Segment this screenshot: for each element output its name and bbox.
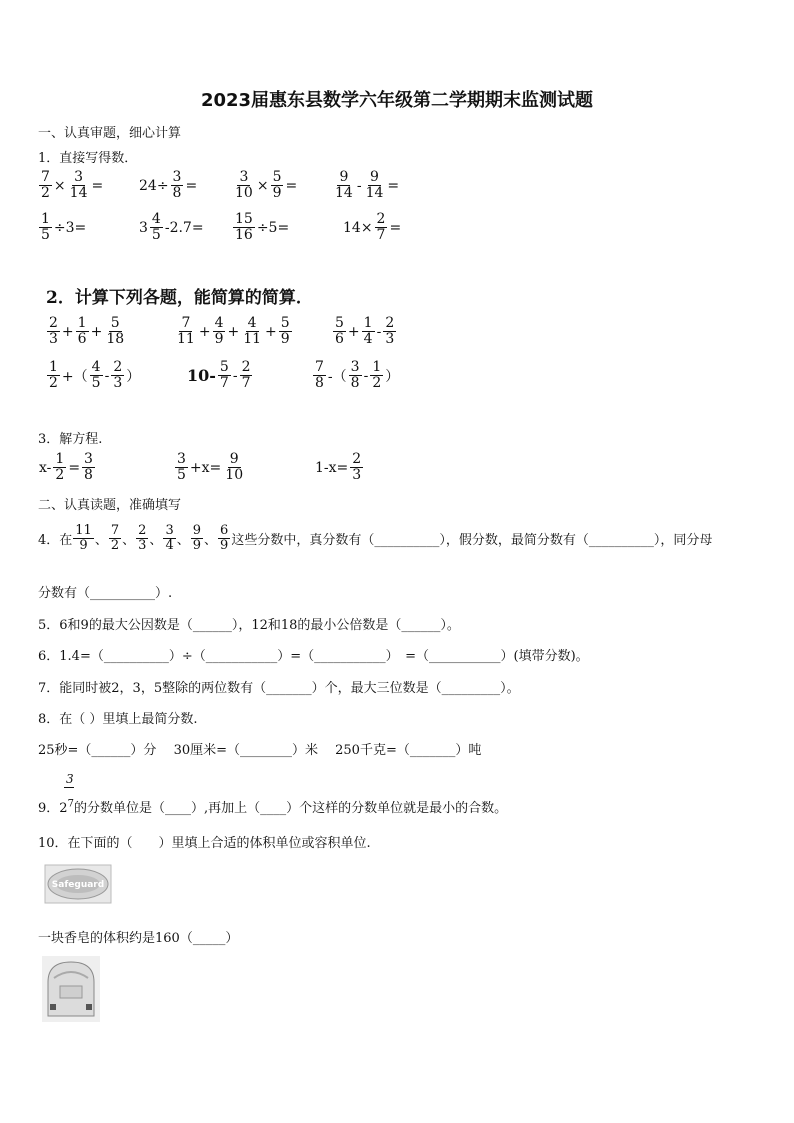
separator: 、 bbox=[204, 533, 218, 549]
q3-text: 1-x= bbox=[315, 459, 349, 476]
q2-fraction bbox=[47, 316, 60, 348]
q9-line bbox=[38, 797, 507, 816]
q1-fraction bbox=[271, 170, 284, 202]
denominator: 3 bbox=[385, 331, 395, 348]
numerator: 11 bbox=[75, 523, 92, 538]
q1-text: = bbox=[91, 177, 104, 194]
q4-fractions bbox=[72, 524, 231, 554]
q1-fraction bbox=[375, 212, 388, 244]
numerator: 3 bbox=[239, 169, 249, 185]
numerator: 1 bbox=[77, 315, 87, 331]
q4-prefix: 4．在 bbox=[38, 533, 73, 549]
q1-text: = bbox=[387, 177, 400, 194]
denominator: 3 bbox=[352, 467, 362, 484]
section-1-heading: 一、认真审题，细心计算 bbox=[38, 126, 182, 141]
q2-fraction bbox=[362, 316, 375, 348]
q1-text: = bbox=[389, 219, 402, 236]
q2-text: + bbox=[227, 323, 240, 340]
q3-fraction bbox=[175, 452, 188, 484]
q9-prefix: 9． bbox=[38, 801, 60, 816]
q4-fraction bbox=[218, 524, 230, 554]
denominator: 14 bbox=[69, 185, 88, 202]
q1-text: = bbox=[285, 177, 298, 194]
q1-fraction bbox=[333, 170, 355, 202]
separator: 、 bbox=[176, 533, 190, 549]
q3-label: 3．解方程. bbox=[38, 432, 103, 447]
numerator: 3 bbox=[74, 169, 84, 185]
q2-text: + bbox=[265, 323, 277, 340]
q3-fraction bbox=[82, 452, 95, 484]
separator: 、 bbox=[149, 533, 163, 549]
q3-fraction bbox=[350, 452, 363, 484]
q1-text: ÷5= bbox=[256, 219, 290, 236]
numerator: 2 bbox=[49, 315, 58, 331]
denominator: 9 bbox=[280, 331, 290, 348]
q2-text: - bbox=[232, 367, 238, 384]
q4-fraction bbox=[73, 524, 94, 554]
numerator: 2 bbox=[241, 359, 251, 375]
q2-fraction bbox=[47, 360, 60, 392]
numerator: 7 bbox=[181, 315, 191, 331]
denominator: 9 bbox=[79, 538, 88, 554]
denominator: 10 bbox=[235, 185, 253, 202]
denominator: 5 bbox=[41, 227, 50, 244]
q9-fraction-bar bbox=[64, 787, 74, 788]
q2-fraction bbox=[213, 316, 226, 348]
denominator: 5 bbox=[91, 375, 101, 392]
denominator: 5 bbox=[151, 227, 161, 244]
numerator: 1 bbox=[55, 451, 65, 467]
q2-fraction bbox=[240, 360, 253, 392]
q2-fraction bbox=[279, 316, 292, 348]
numerator: 5 bbox=[110, 315, 120, 331]
numerator: 3 bbox=[172, 169, 182, 185]
bucket-image bbox=[42, 956, 100, 1022]
numerator: 2 bbox=[138, 523, 147, 538]
numerator: 4 bbox=[214, 315, 224, 331]
q1-fraction bbox=[364, 170, 386, 202]
denominator: 4 bbox=[363, 331, 373, 348]
numerator: 3 bbox=[84, 451, 93, 467]
denominator: 6 bbox=[77, 331, 87, 348]
denominator: 9 bbox=[272, 185, 282, 202]
numerator: 3 bbox=[177, 451, 186, 467]
q2-fraction bbox=[370, 360, 383, 392]
denominator: 2 bbox=[49, 375, 58, 392]
numerator: 4 bbox=[247, 315, 257, 331]
q8-line: 25秒=（______）分 30厘米=（________）米 250千克=（_______）吨 bbox=[38, 743, 482, 758]
q1-item bbox=[138, 212, 205, 244]
denominator: 8 bbox=[172, 185, 182, 202]
q1-fraction bbox=[39, 170, 52, 202]
numerator: 3 bbox=[165, 523, 174, 538]
q10-soap-text: 一块香皂的体积约是160（_____） bbox=[38, 931, 239, 946]
q3-item bbox=[314, 452, 364, 484]
q2-fraction bbox=[313, 360, 326, 392]
q1-text: 14× bbox=[343, 219, 373, 236]
q2-text: + bbox=[90, 323, 103, 340]
q1-fraction bbox=[233, 212, 255, 244]
q2-label: 2．计算下列各题，能简算的简算． bbox=[46, 288, 313, 308]
q2-item bbox=[312, 360, 400, 392]
q9-denominator: 7 bbox=[67, 798, 74, 810]
numerator: 2 bbox=[385, 315, 395, 331]
denominator: 3 bbox=[138, 538, 147, 554]
q9-text: 的分数单位是（____）,再加上（____）个这样的分数单位就是最小的合数。 bbox=[73, 801, 508, 816]
q4-fraction bbox=[109, 524, 121, 554]
denominator: 7 bbox=[219, 375, 229, 392]
numerator: 5 bbox=[219, 359, 229, 375]
denominator: 18 bbox=[106, 331, 125, 348]
q2-text: - bbox=[363, 367, 369, 384]
numerator: 6 bbox=[220, 523, 229, 538]
q8-label: 8．在（ ）里填上最简分数. bbox=[38, 712, 198, 727]
numerator: 9 bbox=[339, 169, 349, 185]
numerator: 9 bbox=[229, 451, 239, 467]
numerator: 5 bbox=[335, 315, 344, 331]
q1-item bbox=[332, 170, 400, 202]
q1-label: 1．直接写得数． bbox=[38, 151, 138, 166]
separator: 、 bbox=[94, 533, 108, 549]
q1-text: × bbox=[256, 177, 269, 194]
q4-line2: 分数有（__________）. bbox=[38, 586, 173, 601]
q1-item bbox=[138, 170, 198, 202]
denominator: 8 bbox=[350, 375, 360, 392]
numerator: 4 bbox=[91, 359, 101, 375]
q3-item bbox=[174, 452, 246, 484]
denominator: 5 bbox=[177, 467, 186, 484]
q1-text: 3 bbox=[139, 219, 148, 236]
q9-whole: 2 bbox=[59, 801, 68, 816]
denominator: 6 bbox=[335, 331, 344, 348]
q2-fraction bbox=[90, 360, 103, 392]
q1-item bbox=[232, 212, 290, 244]
numerator: 1 bbox=[41, 211, 50, 227]
q3-text: +x= bbox=[189, 459, 222, 476]
q4-fraction bbox=[136, 524, 148, 554]
numerator: 2 bbox=[376, 211, 386, 227]
q2-fraction bbox=[241, 316, 263, 348]
denominator: 8 bbox=[315, 375, 324, 392]
q1-item bbox=[38, 170, 104, 202]
q3-text: x- bbox=[39, 459, 52, 476]
denominator: 10 bbox=[225, 467, 244, 484]
numerator: 15 bbox=[235, 211, 253, 227]
numerator: 2 bbox=[113, 359, 123, 375]
q2-text: + bbox=[347, 323, 360, 340]
q3-fraction bbox=[223, 452, 245, 484]
numerator: 2 bbox=[352, 451, 362, 467]
denominator: 11 bbox=[177, 331, 195, 348]
q1-text: = bbox=[185, 177, 198, 194]
numerator: 1 bbox=[372, 359, 382, 375]
q1-fraction bbox=[39, 212, 52, 244]
q2-text: +（ bbox=[61, 368, 88, 385]
denominator: 2 bbox=[41, 185, 50, 202]
q3-fraction bbox=[53, 452, 66, 484]
q2-item bbox=[174, 316, 293, 348]
denominator: 9 bbox=[214, 331, 224, 348]
q2-text: + bbox=[61, 323, 74, 340]
q2-text: ） bbox=[385, 368, 400, 385]
denominator: 9 bbox=[220, 538, 229, 554]
q2-fraction bbox=[104, 316, 126, 348]
q1-fraction bbox=[233, 170, 255, 202]
denominator: 7 bbox=[376, 227, 386, 244]
numerator: 7 bbox=[110, 523, 120, 538]
denominator: 11 bbox=[243, 331, 262, 348]
q4-fraction bbox=[163, 524, 175, 554]
q2-fraction bbox=[349, 360, 362, 392]
denominator: 8 bbox=[84, 467, 93, 484]
denominator: 16 bbox=[235, 227, 253, 244]
q1-item bbox=[38, 212, 87, 244]
q2-fraction bbox=[218, 360, 231, 392]
q4-line bbox=[38, 524, 712, 554]
soap-brand: Safeguard bbox=[51, 880, 105, 890]
q2-text: 10- bbox=[187, 366, 216, 386]
denominator: 2 bbox=[110, 538, 120, 554]
q1-text: ÷3= bbox=[53, 219, 87, 236]
q1-text: 24÷ bbox=[139, 177, 169, 194]
numerator: 9 bbox=[370, 169, 379, 185]
denominator: 4 bbox=[165, 538, 174, 554]
numerator: 1 bbox=[363, 315, 373, 331]
q2-text: ） bbox=[126, 368, 141, 385]
page-title: 2023届惠东县数学六年级第二学期期末监测试题 bbox=[200, 90, 594, 111]
numerator: 9 bbox=[192, 523, 202, 538]
denominator: 2 bbox=[55, 467, 65, 484]
q1-item bbox=[342, 212, 402, 244]
numerator: 5 bbox=[280, 315, 290, 331]
q1-fraction bbox=[171, 170, 184, 202]
denominator: 9 bbox=[192, 538, 202, 554]
numerator: 5 bbox=[272, 169, 282, 185]
q6-text: 6．1.4=（__________）÷（___________）=（___________） =（___________）(填带分数)。 bbox=[38, 649, 589, 664]
separator: 、 bbox=[122, 533, 136, 549]
q2-text: - bbox=[376, 323, 382, 340]
q3-item bbox=[38, 452, 96, 484]
denominator: 14 bbox=[365, 185, 384, 202]
q1-text: - bbox=[356, 177, 362, 194]
q2-fraction bbox=[111, 360, 124, 392]
q2-text: -（ bbox=[327, 368, 347, 385]
denominator: 7 bbox=[241, 375, 251, 392]
section-2-heading: 二、认真读题，准确填写 bbox=[38, 498, 182, 513]
q2-text: + bbox=[198, 323, 211, 340]
q2-fraction bbox=[383, 316, 396, 348]
numerator: 1 bbox=[49, 359, 58, 375]
denominator: 3 bbox=[49, 331, 58, 348]
q2-fraction bbox=[76, 316, 89, 348]
q4-fraction bbox=[191, 524, 203, 554]
q2-item bbox=[186, 360, 253, 392]
soap-image bbox=[44, 864, 112, 904]
q2-item bbox=[46, 360, 141, 392]
q2-item bbox=[46, 316, 127, 348]
q1-text: × bbox=[53, 177, 66, 194]
q1-item bbox=[232, 170, 298, 202]
q1-fraction bbox=[150, 212, 163, 244]
q1-text: -2.7= bbox=[164, 219, 204, 236]
denominator: 2 bbox=[372, 375, 382, 392]
numerator: 7 bbox=[41, 169, 50, 185]
q2-fraction bbox=[333, 316, 346, 348]
q2-item bbox=[332, 316, 397, 348]
q2-fraction bbox=[175, 316, 197, 348]
q1-fraction bbox=[68, 170, 90, 202]
q9-numerator: 3 bbox=[66, 772, 74, 786]
q7-text: 7．能同时被2，3，5整除的两位数有（_______）个，最大三位数是（_________）。 bbox=[38, 681, 520, 696]
numerator: 3 bbox=[350, 359, 360, 375]
q4-text: 这些分数中，真分数有（__________），假分数，最简分数有（__________），同分母 bbox=[231, 533, 713, 549]
numerator: 4 bbox=[151, 211, 161, 227]
q3-text: = bbox=[68, 459, 81, 476]
q10-label: 10．在下面的（ ）里填上合适的体积单位或容积单位. bbox=[38, 836, 371, 851]
q2-text: - bbox=[104, 367, 110, 384]
denominator: 14 bbox=[335, 185, 353, 202]
q5-text: 5．6和9的最大公因数是（______），12和18的最小公倍数是（______）。 bbox=[38, 618, 460, 633]
numerator: 7 bbox=[315, 359, 324, 375]
denominator: 3 bbox=[113, 375, 123, 392]
